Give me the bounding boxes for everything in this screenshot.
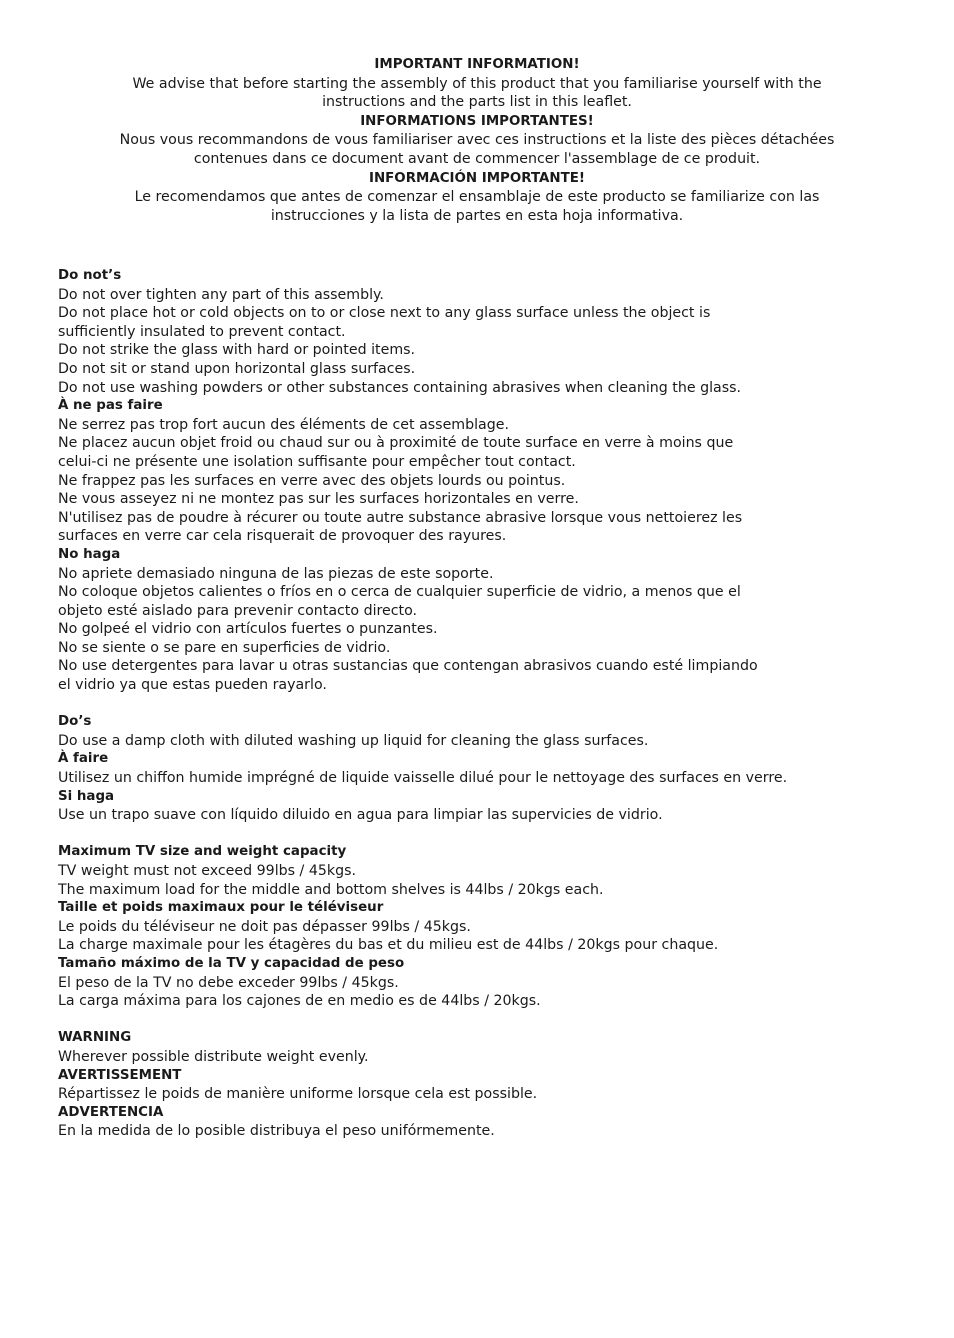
donts-line-en: Do not strike the glass with hard or pointed items.	[58, 342, 416, 359]
intro-text-fr: Nous vous recommandons de vous familiariser avec ces instructions et la liste des pièces détachées contenues dans ce document avant de commencer l'assemblage de ce produit.	[119, 132, 835, 167]
warning-line-en: Wherever possible distribute weight evenly.	[58, 1048, 369, 1065]
dos-line-en: Do use a damp cloth with diluted washing up liquid for cleaning the glass surfaces.	[58, 732, 649, 749]
donts-line-en: Do not over tighten any part of this assembly.	[58, 286, 384, 303]
section-spacer	[58, 1011, 878, 1030]
donts-line-es: No se siente o se pare en superficies de vidrio.	[58, 639, 391, 656]
dos-heading-fr: À faire	[58, 751, 109, 767]
donts-line-fr: N'utilisez pas de poudre à récurer ou toute autre substance abrasive lorsque vous nettoierez les	[58, 509, 743, 526]
donts-line-es: No golpeé el vidrio con artículos fuertes o punzantes.	[58, 621, 438, 638]
donts-heading-fr: À ne pas faire	[58, 398, 163, 414]
intro-text-en: We advise that before starting the assembly of this product that you familiarise yourself with the instructions and the parts list in this leaflet.	[132, 75, 822, 111]
safety-body	[58, 267, 878, 1141]
intro-heading-es: INFORMACIÓN IMPORTANTE!	[368, 170, 586, 186]
donts-heading-es: No haga	[58, 546, 121, 562]
capacity-line-es: El peso de la TV no debe exceder 99lbs / 45kgs.	[58, 974, 399, 991]
capacity-line-en: TV weight must not exceed 99lbs / 45kgs.	[58, 863, 357, 879]
donts-line-en: Do not place hot or cold objects on to or close next to any glass surface unless the object is	[58, 305, 711, 322]
donts-line-en: Do not sit or stand upon horizontal glass surfaces.	[58, 360, 416, 377]
warning-heading-en: WARNING	[58, 1030, 132, 1046]
dos-line-es: Use un trapo suave con líquido diluido en agua para limpiar las supervicies de vidrio.	[58, 807, 663, 824]
donts-line-en: sufficiently insulated to prevent contact.	[58, 323, 346, 340]
important-information-section	[60, 55, 894, 225]
section-spacer	[58, 825, 878, 844]
donts-line-fr: Ne serrez pas trop fort aucun des éléments de cet assemblage.	[58, 416, 509, 433]
donts-line-es: No coloque objetos calientes o fríos en o cerca de cualquier superficie de vidrio, a menos que el	[58, 584, 741, 601]
warning-heading-es: ADVERTENCIA	[58, 1104, 164, 1120]
donts-line-fr: Ne frappez pas les surfaces en verre avec des objets lourds ou pointus.	[58, 472, 566, 489]
warning-line-es: En la medida de lo posible distribuya el peso unifórmemente.	[58, 1123, 495, 1140]
donts-line-fr: Ne vous asseyez ni ne montez pas sur les surfaces horizontales en verre.	[58, 491, 579, 508]
capacity-line-fr: Le poids du téléviseur ne doit pas dépasser 99lbs / 45kgs.	[58, 918, 471, 935]
capacity-heading-es: Tamaño máximo de la TV y capacidad de peso	[58, 955, 405, 971]
donts-line-fr: Ne placez aucun objet froid ou chaud sur ou à proximité de toute surface en verre à moins que	[58, 435, 734, 452]
intro-heading-fr: INFORMATIONS IMPORTANTES!	[360, 113, 594, 129]
donts-line-es: objeto esté aislado para prevenir contacto directo.	[58, 602, 418, 619]
donts-line-fr: celui-ci ne présente une isolation suffisante pour empêcher tout contact.	[58, 453, 576, 470]
capacity-heading-en: Maximum TV size and weight capacity	[58, 844, 347, 860]
capacity-line-fr: La charge maximale pour les étagères du bas et du milieu est de 44lbs / 20kgs pour chaque.	[58, 937, 719, 954]
donts-line-fr: surfaces en verre car cela risquerait de provoquer des rayures.	[58, 528, 507, 545]
donts-line-es: No use detergentes para lavar u otras sustancias que contengan abrasivos cuando esté limpiando	[58, 658, 758, 675]
capacity-line-en: The maximum load for the middle and bottom shelves is 44lbs / 20kgs each.	[58, 881, 604, 898]
intro-heading-en: IMPORTANT INFORMATION!	[374, 57, 580, 72]
donts-line-en: Do not use washing powders or other substances containing abrasives when cleaning the glass.	[58, 379, 742, 396]
warning-heading-fr: AVERTISSEMENT	[58, 1067, 182, 1083]
dos-line-fr: Utilisez un chiffon humide imprégné de liquide vaisselle dilué pour le nettoyage des surfaces en verre.	[58, 770, 788, 787]
donts-heading-en: Do not’s	[58, 268, 122, 283]
donts-line-es: No apriete demasiado ninguna de las piezas de este soporte.	[58, 565, 494, 582]
capacity-line-es: La carga máxima para los cajones de en medio es de 44lbs / 20kgs.	[58, 993, 541, 1010]
warning-line-fr: Répartissez le poids de manière uniforme lorsque cela est possible.	[58, 1086, 538, 1103]
dos-heading-en: Do’s	[58, 714, 92, 730]
capacity-heading-fr: Taille et poids maximaux pour le téléviseur	[58, 900, 384, 916]
intro-text-es: Le recomendamos que antes de comenzar el ensamblaje de este producto se familiarize con las instrucciones y la lista de partes en esta hoja informativa.	[134, 189, 820, 224]
donts-line-es: el vidrio ya que estas pueden rayarlo.	[58, 677, 327, 694]
dos-heading-es: Si haga	[58, 788, 115, 804]
section-spacer	[58, 695, 878, 714]
